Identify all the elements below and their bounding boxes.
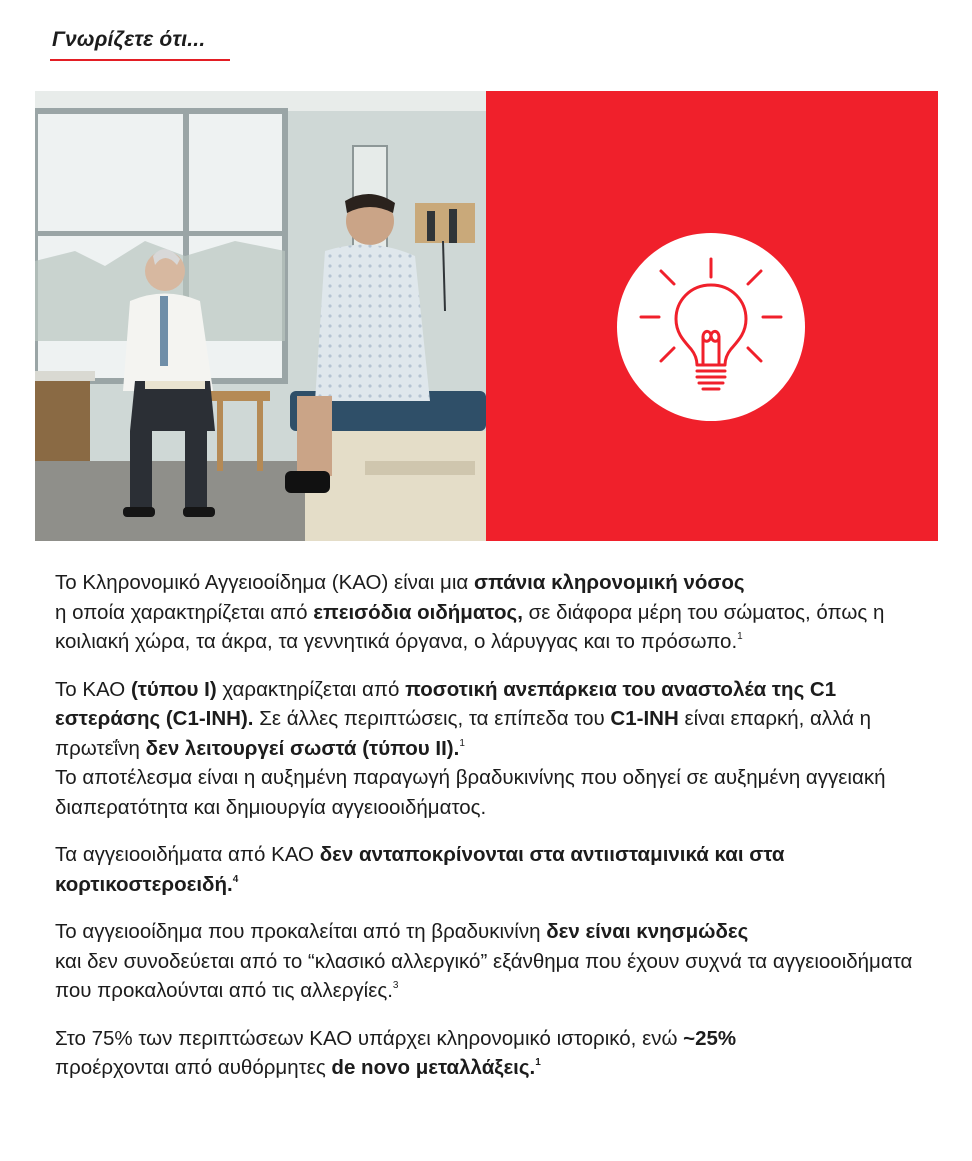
- info-icon-panel: [486, 91, 938, 541]
- lightbulb-icon: [617, 233, 805, 421]
- p4-text: Το αγγειοοίδημα που προκαλείται από τη βραδυκινίνη: [55, 920, 547, 943]
- p5-text: Στο 75% των περιπτώσεων ΚΑΟ υπάρχει κληρονομικό ιστορικό, ενώ: [55, 1026, 684, 1050]
- p3-text: Τα αγγειοοιδήματα από ΚΑΟ: [55, 843, 320, 866]
- p1-bold-edema-episodes: επεισόδια οιδήματος,: [313, 600, 523, 624]
- reference-marker: 1: [459, 737, 465, 749]
- paragraph-3: [55, 840, 935, 899]
- p5-bold-percent: ~25%: [683, 1026, 737, 1050]
- reference-marker: 4: [232, 873, 239, 885]
- p1-text: Το Κληρονομικό Αγγειοοίδημα (ΚΑΟ) είναι μια: [55, 571, 474, 594]
- p2-text: Σε άλλες περιπτώσεις, τα επίπεδα του: [253, 707, 611, 730]
- p4-bold-not-itchy: δεν είναι κνησμώδες: [546, 920, 749, 943]
- page-title: Γνωρίζετε ότι...: [52, 28, 206, 51]
- p2-bold-c1-inh-deficiency: ποσοτική ανεπάρκεια του αναστολέα της C1 εστεράσης (C1-INH).: [55, 677, 837, 730]
- paragraph-1: [55, 568, 935, 657]
- title-underline: [50, 59, 230, 61]
- p2-text: είναι επαρκή, αλλά η πρωτεΐνη: [55, 707, 872, 760]
- reference-marker: 1: [535, 1057, 541, 1068]
- p5-bold-de-novo: de novo μεταλλάξεις.: [331, 1056, 536, 1079]
- p2-text: χαρακτηρίζεται από: [216, 677, 406, 701]
- paragraph-2: [55, 675, 935, 823]
- reference-marker: 3: [392, 980, 399, 991]
- paragraph-5: [55, 1024, 935, 1083]
- p1-bold-rare-disease: σπάνια κληρονομική νόσος: [473, 571, 745, 594]
- p4-text: και δεν συνοδεύεται από το “κλασικό αλλεργικό” εξάνθημα που έχουν συχνά τα αγγειοοιδήματα που προκαλούνται από τις αλλεργίες.: [55, 949, 913, 1002]
- p2-text: Το ΚΑΟ: [55, 677, 131, 701]
- icon-circle: [617, 233, 805, 421]
- p1-text: σε διάφορα μέρη του σώματος, όπως η κοιλιακή χώρα, τα άκρα, τα γεννητικά όργανα, ο λάρυγγας και το πρόσωπο.: [55, 600, 885, 653]
- paragraph-4: [55, 917, 935, 1006]
- p1-text: η οποία χαρακτηρίζεται από: [55, 600, 314, 624]
- p3-bold-no-response: δεν ανταποκρίνονται στα αντιισταμινικά και στα κορτικοστεροειδή.: [55, 843, 785, 896]
- p5-text: προέρχονται από αυθόρμητες: [55, 1056, 332, 1079]
- p2-bold-c1-inh: C1-INH: [610, 707, 679, 730]
- p2-bold-type-1: (τύπου Ι): [130, 677, 217, 701]
- p2-text: Το αποτέλεσμα είναι η αυξημένη παραγωγή βραδυκινίνης που οδηγεί σε αυξημένη αγγειακή διαπερατότητα και δημιουργία αγγειοοιδήματος.: [55, 766, 886, 819]
- p2-bold-type-2: δεν λειτουργεί σωστά (τύπου ΙΙ).: [145, 736, 460, 760]
- doctor-patient-photo: [35, 91, 486, 541]
- photo-illustration: [35, 91, 486, 541]
- reference-marker: 1: [737, 631, 743, 642]
- text-content: [55, 568, 935, 1101]
